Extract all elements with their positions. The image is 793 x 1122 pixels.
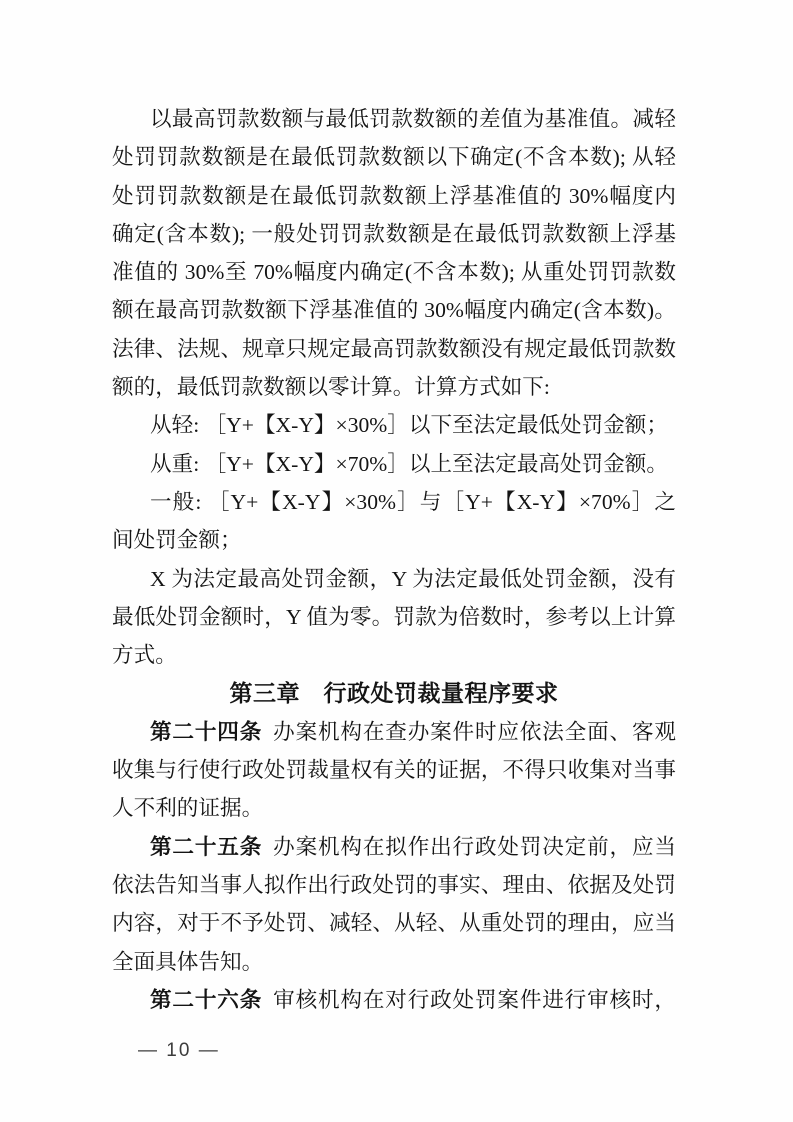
text-line bbox=[112, 253, 676, 291]
document-body bbox=[112, 100, 676, 1019]
line-text: 内容，对于不予处罚、减轻、从轻、从重处罚的理由，应当 bbox=[112, 911, 676, 936]
text-line bbox=[112, 215, 676, 253]
line-text: 人不利的证据。 bbox=[112, 796, 264, 821]
line-text: 办案机构在拟作出行政处罚决定前，应当 bbox=[273, 834, 676, 859]
text-line bbox=[112, 789, 676, 827]
line-text: 方式。 bbox=[112, 643, 177, 668]
line-text: 依法告知当事人拟作出行政处罚的事实、理由、依据及处罚 bbox=[112, 872, 676, 897]
line-text: 一般: ［Y+【X-Y】×30%］与［Y+【X-Y】×70%］之 bbox=[150, 489, 676, 514]
formula-line bbox=[112, 483, 676, 521]
article-line bbox=[112, 981, 676, 1019]
text-line bbox=[112, 100, 676, 138]
text-line bbox=[112, 943, 676, 981]
article-line bbox=[112, 713, 676, 751]
line-text: 办案机构在查办案件时应依法全面、客观 bbox=[273, 719, 676, 744]
line-text: 间处罚金额； bbox=[112, 528, 242, 553]
text-line bbox=[112, 291, 676, 329]
text-line bbox=[112, 598, 676, 636]
text-line bbox=[112, 368, 676, 406]
line-text: 确定(含本数); 一般处罚罚款数额是在最低罚款数额上浮基 bbox=[112, 221, 676, 246]
article-number: 第二十四条 bbox=[150, 719, 263, 744]
article-number: 第二十五条 bbox=[150, 834, 263, 859]
line-text: 最低处罚金额时，Y 值为零。罚款为倍数时，参考以上计算 bbox=[112, 604, 676, 629]
text-line bbox=[112, 751, 676, 789]
formula-line bbox=[112, 406, 676, 444]
line-text: 额在最高罚款数额下浮基准值的 30%幅度内确定(含本数)。 bbox=[112, 298, 676, 323]
text-line bbox=[112, 560, 676, 598]
line-text: 从重: ［Y+【X-Y】×70%］以上至法定最高处罚金额。 bbox=[150, 451, 668, 476]
line-text: 法律、法规、规章只规定最高罚款数额没有规定最低罚款数 bbox=[112, 336, 676, 361]
line-text: 审核机构在对行政处罚案件进行审核时， bbox=[273, 987, 676, 1012]
line-text: 以最高罚款数额与最低罚款数额的差值为基准值。减轻 bbox=[150, 107, 676, 131]
text-line bbox=[112, 866, 676, 904]
line-text: 处罚罚款数额是在最低罚款数额上浮基准值的 30%幅度内 bbox=[112, 183, 676, 208]
text-line bbox=[112, 636, 676, 674]
line-text: 准值的 30%至 70%幅度内确定(不含本数); 从重处罚罚款数 bbox=[112, 260, 676, 285]
line-text: 处罚罚款数额是在最低罚款数额以下确定(不含本数); 从轻 bbox=[112, 145, 676, 170]
line-text: 收集与行使行政处罚裁量权有关的证据，不得只收集对当事 bbox=[112, 758, 676, 783]
formula-line bbox=[112, 445, 676, 483]
line-text: 从轻: ［Y+【X-Y】×30%］以下至法定最低处罚金额； bbox=[150, 413, 668, 438]
article-number: 第二十六条 bbox=[150, 987, 263, 1012]
text-line bbox=[112, 177, 676, 215]
page-number: — 10 — bbox=[138, 1040, 220, 1061]
article-line bbox=[112, 828, 676, 866]
text-line bbox=[112, 904, 676, 942]
chapter-heading: 第三章 行政处罚裁量程序要求 bbox=[229, 680, 559, 707]
line-text: 额的，最低罚款数额以零计算。计算方式如下: bbox=[112, 375, 550, 400]
line-text: X 为法定最高处罚金额，Y 为法定最低处罚金额，没有 bbox=[150, 566, 676, 591]
text-line bbox=[112, 521, 676, 559]
text-line bbox=[112, 330, 676, 368]
text-line bbox=[112, 138, 676, 176]
line-text: 全面具体告知。 bbox=[112, 949, 264, 974]
